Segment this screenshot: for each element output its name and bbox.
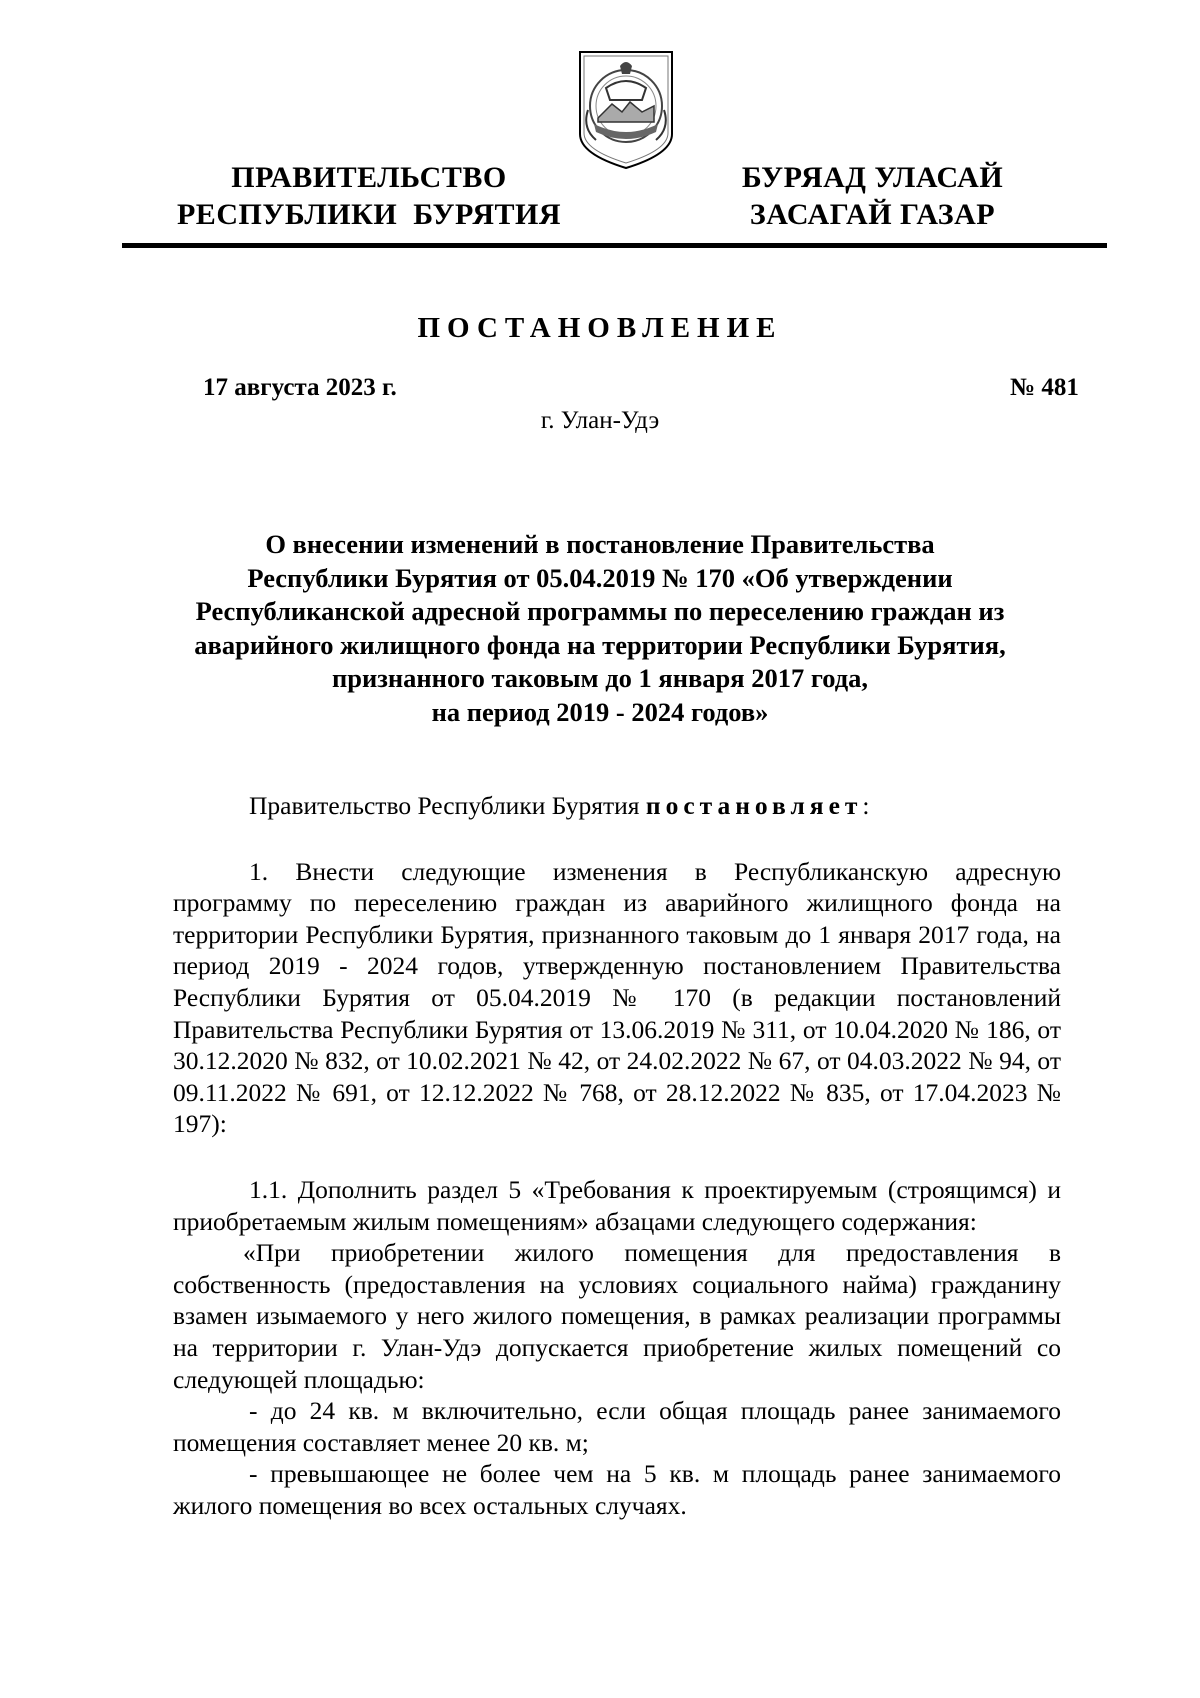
list-item: - превышающее не более чем на 5 кв. м площадь ранее занимаемого жилого помещения во всех остальных случаях. [173, 1459, 1061, 1520]
government-name-ru [170, 159, 568, 233]
intro-text: Правительство Республики Бурятия [249, 791, 646, 820]
paragraph-1-1: 1.1. Дополнить раздел 5 «Требования к проектируемым (строящимся) и приобретаемым жилым помещениям» абзацами следующего содержания: [173, 1174, 1061, 1236]
header-right-line2: ЗАСАГАЙ ГАЗАР [749, 198, 996, 231]
header-divider [122, 243, 1107, 248]
title-line: Республики Бурятия от 05.04.2019 № 170 «Об утверждении [247, 562, 953, 593]
document-date: 17 августа 2023 г. [203, 374, 397, 401]
title-line: признанного таковым до 1 января 2017 года, [331, 663, 869, 693]
document-body [173, 790, 1061, 1521]
document-type: ПОСТАНОВЛЕНИЕ [417, 312, 783, 344]
paragraph-1: 1. Внести следующие изменения в Республиканскую адресную программу по переселению граждан из аварийного жилищного фонда на территории Республики Бурятия, признанного таковым до 1 января 2017 года, на период 2019 - 2024 годов, утвержденную постановлением Правительства Республики Бурятия от 05.04.2019 № 170 (в редакции постановлений Правительства Республики Бурятия от 13.06.2019 № 311, от 10.04.2020 № 186, от 30.12.2020 № 832, от 10.02.2021 № 42, от 24.02.2022 № 67, от 04.03.2022 № 94, от 09.11.2022 № 691, от 12.12.2022 № 768, от 28.12.2022 № 835, от 17.04.2023 № 197): [173, 856, 1061, 1139]
document-city: г. Улан-Удэ [540, 407, 660, 434]
header-left-line2: РЕСПУБЛИКИ БУРЯТИЯ [176, 198, 562, 231]
title-line: на период 2019 - 2024 годов» [431, 696, 769, 727]
list-item: - до 24 кв. м включительно, если общая площадь ранее занимаемого помещения составляет менее 20 кв. м; [173, 1396, 1061, 1457]
intro-colon: : [862, 791, 870, 820]
title-line: аварийного жилищного фонда на территории Республики Бурятия, [194, 629, 1006, 660]
document-number: № 481 [1010, 374, 1079, 401]
document-title [160, 528, 1040, 729]
intro-paragraph [173, 790, 1061, 822]
header-left-line1: ПРАВИТЕЛЬСТВО [231, 161, 507, 194]
paragraph-quote: «При приобретении жилого помещения для предоставления в собственность (предоставления на условиях социального найма) гражданину взамен изымаемого у него жилого помещения, в рамках реализации программы на территории г. Улан-Удэ допускается приобретение жилых помещений со следующей площадью: [173, 1238, 1061, 1394]
government-name-bua [715, 159, 1030, 233]
title-line: О внесении изменений в постановление Правительства [265, 529, 935, 559]
intro-bold: постановляет [645, 791, 863, 820]
coat-of-arms-icon [576, 48, 676, 171]
title-line: Республиканской адресной программы по переселению граждан из [195, 596, 1005, 626]
header-right-line1: БУРЯАД УЛАСАЙ [741, 161, 1004, 194]
